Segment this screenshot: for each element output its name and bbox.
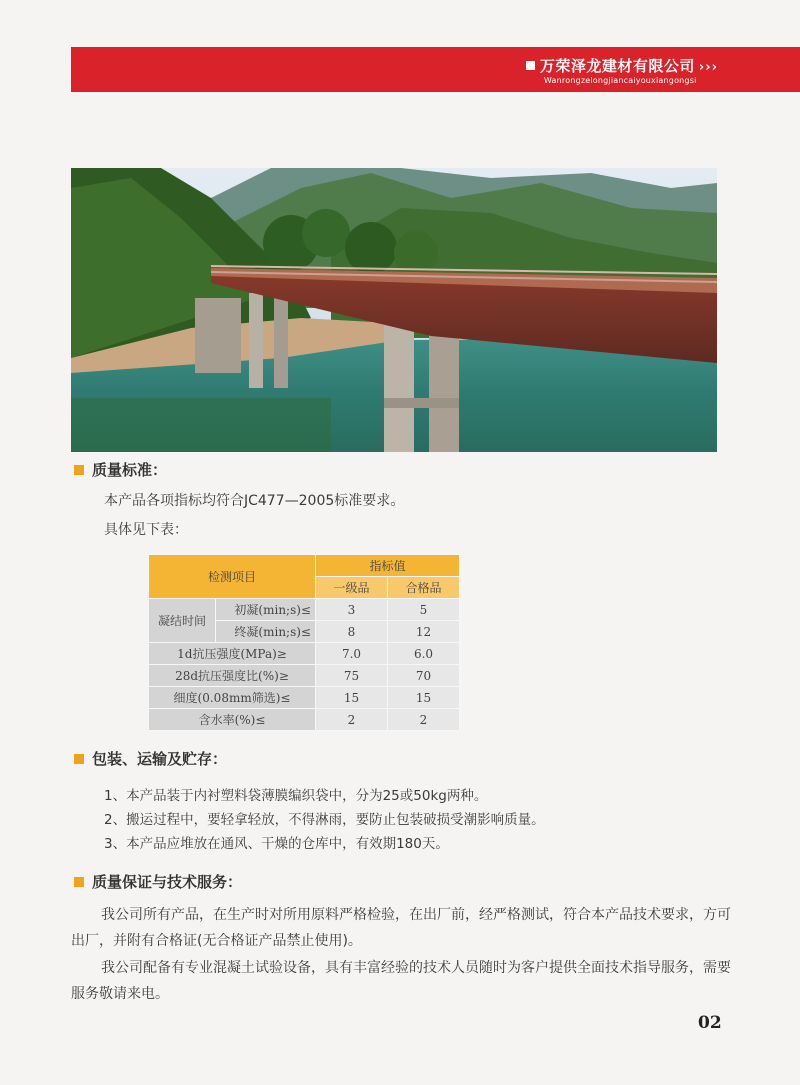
table-cell: 5 <box>388 599 460 621</box>
service-paragraph-2: 我公司配备有专业混凝土试验设备，具有丰富经验的技术人员随时为客户提供全面技术指导服务，需要服务敬请来电。 <box>71 960 731 1002</box>
packing-item-1: 1、本产品装于内衬塑料袋薄膜编织袋中，分为25或50kg两种。 <box>104 788 488 804</box>
bridge-landscape-photo <box>71 168 717 452</box>
table-cell: 6.0 <box>388 643 460 665</box>
packing-item-3: 3、本产品应堆放在通风、干燥的仓库中，有效期180天。 <box>104 836 449 852</box>
table-header-grade2: 合格品 <box>388 577 460 599</box>
table-cell: 12 <box>388 621 460 643</box>
section-title-packing-text: 包装、运输及贮存： <box>92 750 228 768</box>
table-row-label: 终凝(min;s)≤ <box>216 621 316 643</box>
square-bullet-icon <box>74 754 84 764</box>
section-title-quality-text: 质量标准： <box>92 461 168 479</box>
table-row-label: 初凝(min;s)≤ <box>216 599 316 621</box>
table-row <box>149 599 460 621</box>
section-title-service <box>74 871 242 892</box>
chevron-right-icon: ››› <box>698 60 718 75</box>
table-cell: 2 <box>388 709 460 731</box>
section-title-quality <box>74 459 167 480</box>
table-row <box>149 643 460 665</box>
table-row-label: 1d抗压强度(MPa)≥ <box>149 643 316 665</box>
table-cell: 2 <box>316 709 388 731</box>
square-bullet-icon <box>74 877 84 887</box>
bridge-photo-illustration <box>71 168 717 452</box>
table-cell: 75 <box>316 665 388 687</box>
table-cell: 70 <box>388 665 460 687</box>
packing-item-2: 2、搬运过程中，要轻拿轻放，不得淋雨，要防止包装破损受潮影响质量。 <box>104 812 545 828</box>
page-number: 02 <box>698 1013 722 1033</box>
table-row <box>149 687 460 709</box>
company-name-line <box>526 55 718 76</box>
table-group-label: 凝结时间 <box>149 599 216 643</box>
table-cell: 15 <box>316 687 388 709</box>
table-row <box>149 665 460 687</box>
service-paragraph-1: 我公司所有产品，在生产时对所用原料严格检验，在出厂前，经严格测试，符合本产品技术要求，方可出厂，并附有合格证(无合格证产品禁止使用)。 <box>71 907 731 949</box>
table-cell: 8 <box>316 621 388 643</box>
see-table-text: 具体见下表： <box>104 522 188 538</box>
header-text <box>526 55 718 85</box>
table-header-value: 指标值 <box>316 555 460 577</box>
section-title-packing <box>74 748 227 769</box>
square-bullet-icon <box>526 61 535 70</box>
table-row-label: 28d抗压强度比(%)≥ <box>149 665 316 687</box>
section-title-service-text: 质量保证与技术服务： <box>92 873 243 891</box>
table-header-grade1: 一级品 <box>316 577 388 599</box>
square-bullet-icon <box>74 465 84 475</box>
table-row-label: 细度(0.08mm筛选)≤ <box>149 687 316 709</box>
header-bar <box>71 47 800 92</box>
table-header-item: 检测项目 <box>149 555 316 599</box>
quality-standard-text: 本产品各项指标均符合JC477—2005标准要求。 <box>104 493 405 509</box>
company-name: 万荣泽龙建材有限公司 <box>539 57 695 75</box>
table-cell: 7.0 <box>316 643 388 665</box>
table-cell: 3 <box>316 599 388 621</box>
table-row <box>149 709 460 731</box>
spec-table <box>148 554 460 731</box>
company-pinyin: Wanrongzelongjiancaiyouxiangongsi <box>543 76 697 85</box>
table-row-label: 含水率(%)≤ <box>149 709 316 731</box>
table-cell: 15 <box>388 687 460 709</box>
